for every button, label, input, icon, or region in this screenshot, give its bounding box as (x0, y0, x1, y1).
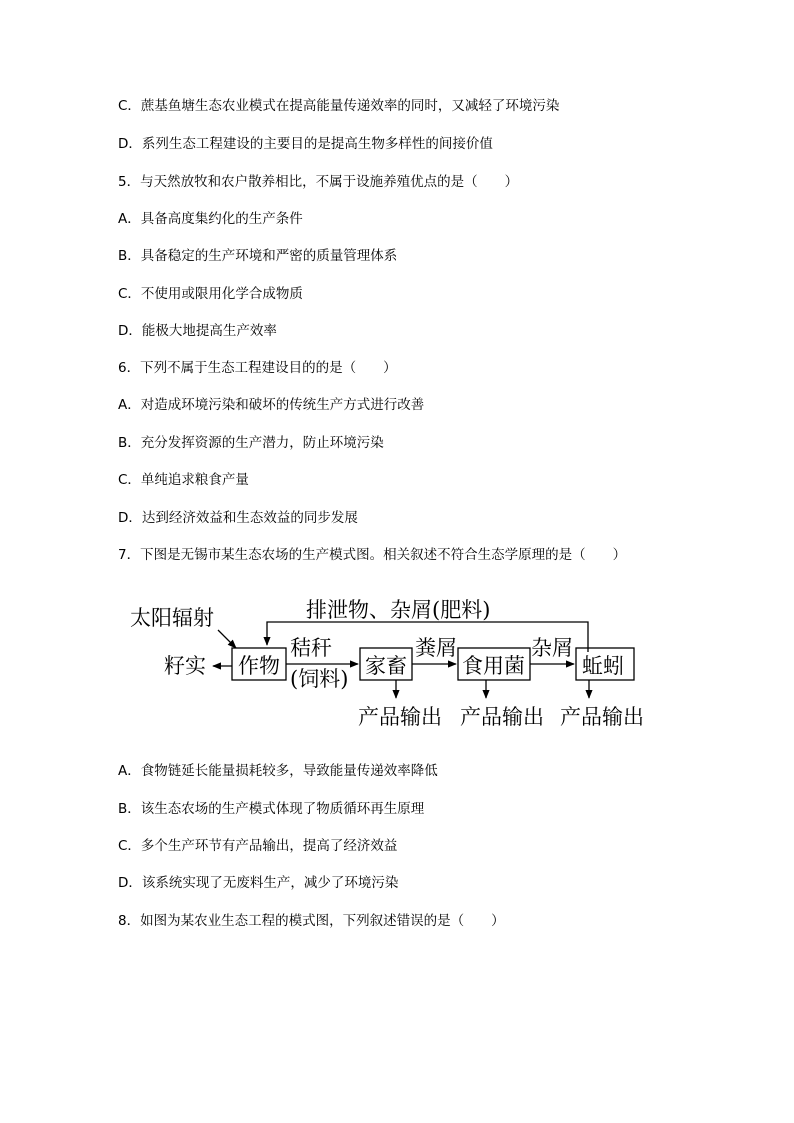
option-b-q7: B．该生态农场的生产模式体现了物质循环再生原理 (118, 801, 425, 817)
option-c-q7: C．多个生产环节有产品输出，提高了经济效益 (118, 838, 398, 854)
debris-label: 杂屑 (531, 636, 573, 660)
straw-label: 秸秆 (290, 636, 332, 660)
feedback-label: 排泄物、杂屑(肥料) (306, 598, 491, 622)
output-label-3: 产品输出 (560, 705, 644, 729)
sun-label: 太阳辐射 (130, 606, 214, 630)
earthworm-label: 蚯蚓 (582, 654, 624, 678)
option-a-q7: A．食物链延长能量损耗较多，导致能量传递效率降低 (118, 763, 438, 779)
option-c-q4: C．蔗基鱼塘生态农业模式在提高能量传递效率的同时，又减轻了环境污染 (118, 98, 560, 114)
seed-label: 籽实 (164, 654, 206, 678)
question-7: 7．下图是无锡市某生态农场的生产模式图。相关叙述不符合生态学原理的是（ ） (118, 547, 627, 563)
crop-label: 作物 (238, 654, 280, 678)
option-c-q6: C．单纯追求粮食产量 (118, 472, 249, 488)
fungi-label: 食用菌 (462, 654, 525, 678)
manure-label: 粪屑 (415, 636, 457, 660)
option-d-q6: D．达到经济效益和生态效益的同步发展 (118, 510, 358, 526)
option-d-q4: D．系列生态工程建设的主要目的是提高生物多样性的间接价值 (118, 136, 493, 152)
output-label-1: 产品输出 (358, 705, 442, 729)
sun-arrow (218, 630, 236, 648)
option-d-q7: D．该系统实现了无废料生产，减少了环境污染 (118, 875, 399, 891)
option-b-q6: B．充分发挥资源的生产潜力，防止环境污染 (118, 435, 384, 451)
option-d-q5: D．能极大地提高生产效率 (118, 323, 277, 339)
eco-farm-flow-diagram (120, 590, 660, 740)
option-b-q5: B．具备稳定的生产环境和严密的质量管理体系 (118, 248, 398, 264)
option-a-q6: A．对造成环境污染和破坏的传统生产方式进行改善 (118, 397, 425, 413)
option-c-q5: C．不使用或限用化学合成物质 (118, 286, 303, 302)
livestock-label: 家畜 (365, 654, 407, 678)
question-5: 5．与天然放牧和农户散养相比，不属于设施养殖优点的是（ ） (118, 174, 519, 190)
question-6: 6．下列不属于生态工程建设目的的是（ ） (118, 360, 397, 376)
fodder-label: (饲料) (290, 667, 349, 691)
output-label-2: 产品输出 (460, 705, 544, 729)
question-8: 8．如图为某农业生态工程的模式图，下列叙述错误的是（ ） (118, 913, 505, 929)
option-a-q5: A．具备高度集约化的生产条件 (118, 211, 303, 227)
